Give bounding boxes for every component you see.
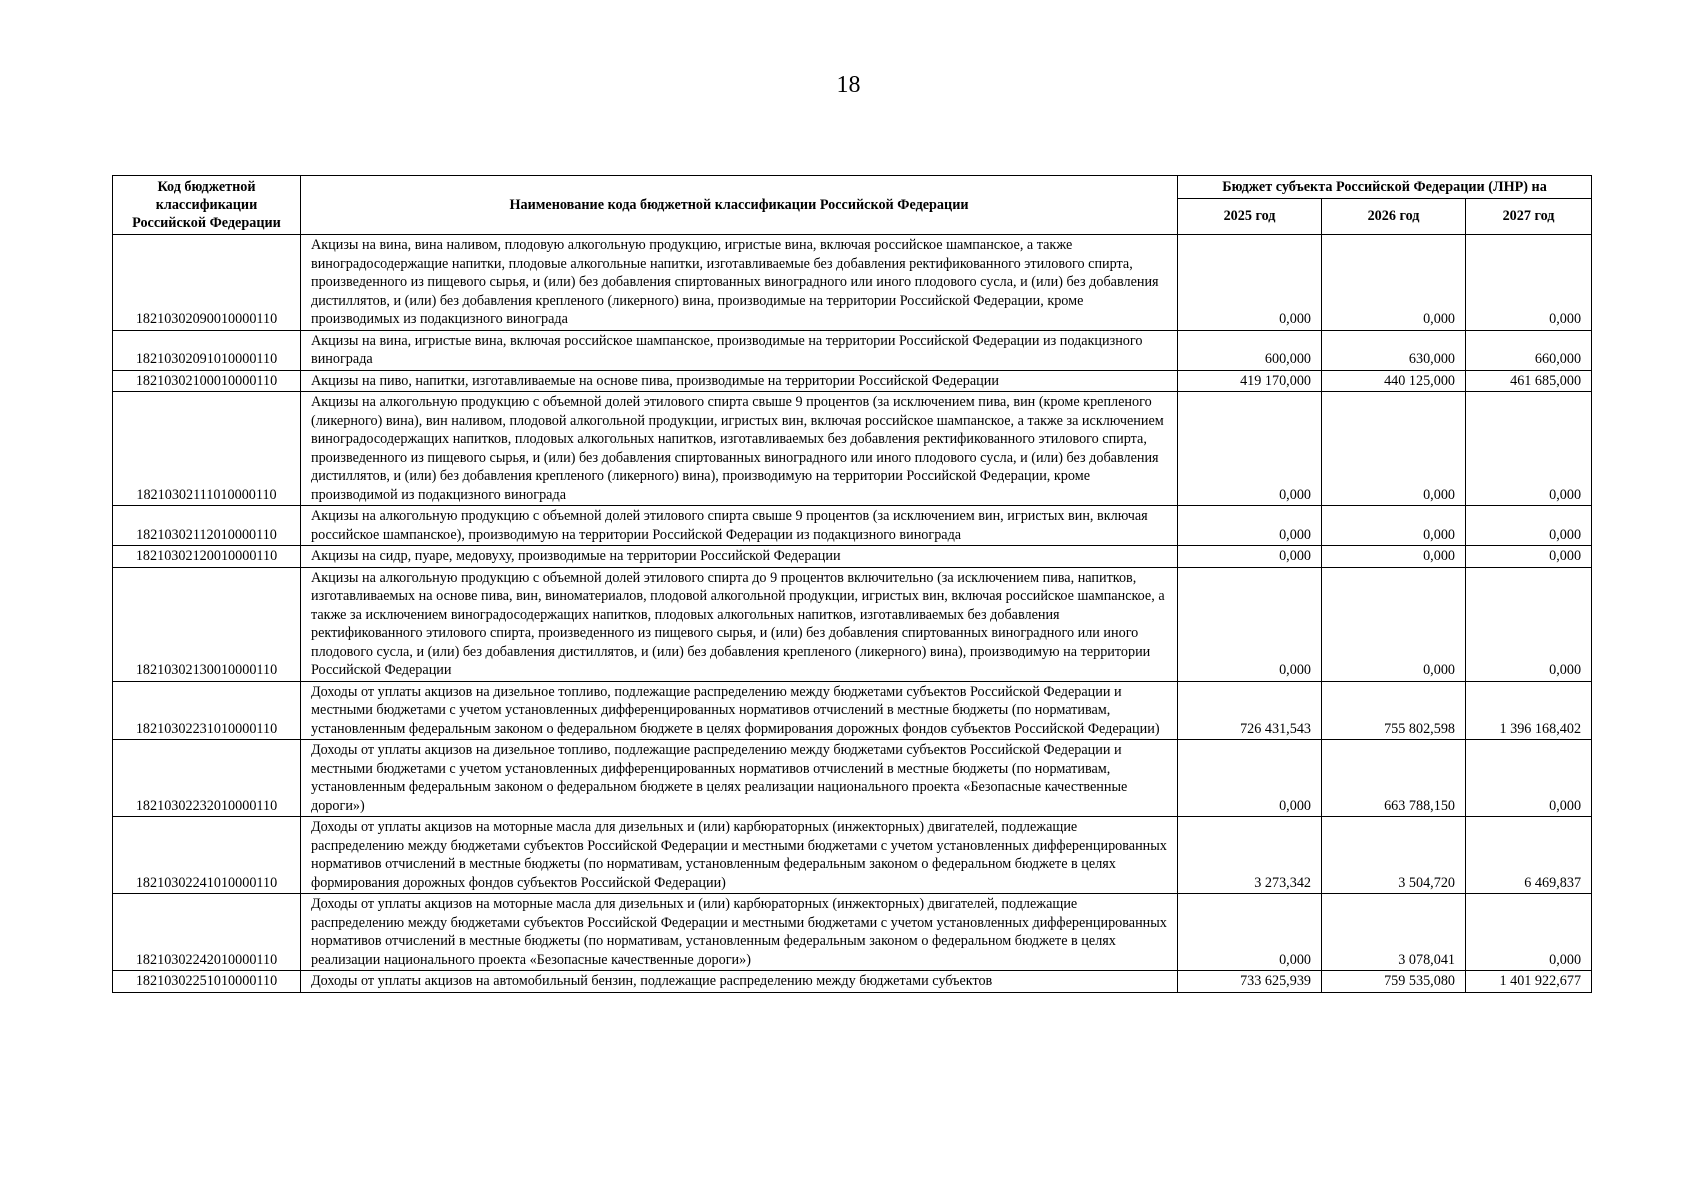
row-value-2027: 0,000 xyxy=(1466,235,1592,331)
row-value-2026: 0,000 xyxy=(1322,567,1466,681)
row-value-2025: 419 170,000 xyxy=(1178,370,1322,392)
row-value-2027: 1 396 168,402 xyxy=(1466,681,1592,740)
row-name: Акцизы на пиво, напитки, изготавливаемые на основе пива, производимые на территории Российской Федерации xyxy=(301,370,1178,392)
row-code: 18210302090010000110 xyxy=(113,235,301,331)
page-number: 18 xyxy=(836,72,861,98)
row-value-2026: 3 078,041 xyxy=(1322,894,1466,971)
row-name: Доходы от уплаты акцизов на моторные масла для дизельных и (или) карбюраторных (инжекторных) двигателей, подлежащие распределению между бюджетами субъектов Российской Федерации и местными бюджетами с учетом установленных дифференцированных нормативов отчислений в местные бюджеты (по нормативам, установленным федеральным законом о федеральном бюджете в целях реализации национального проекта «Безопасные качественные дороги») xyxy=(301,894,1178,971)
row-value-2027: 0,000 xyxy=(1466,567,1592,681)
row-name: Доходы от уплаты акцизов на моторные масла для дизельных и (или) карбюраторных (инжекторных) двигателей, подлежащие распределению между бюджетами субъектов Российской Федерации и местными бюджетами с учетом установленных дифференцированных нормативов отчислений в местные бюджеты (по нормативам, установленным федеральным законом о федеральном бюджете в целях формирования дорожных фондов субъектов Российской Федерации) xyxy=(301,817,1178,894)
budget-table xyxy=(112,175,1592,993)
row-value-2026: 0,000 xyxy=(1322,506,1466,546)
row-name: Акцизы на алкогольную продукцию с объемной долей этилового спирта свыше 9 процентов (за исключением пива, вин (кроме крепленого (ликерного) вина), вин наливом, плодовой алкогольной продукции, игристых вин, включая российское шампанское, а также за исключением виноградосодержащих напитков, плодовых алкогольных напитков, изготавливаемых без добавления ректификованного этилового спирта, произведенного из пищевого сырья, и (или) без добавления спиртованных виноградного или иного плодового сусла, и (или) без добавления дистиллятов, и (или) без добавления крепленого (ликерного) вина), производимую на территории Российской Федерации, кроме производимой из подакцизного винограда xyxy=(301,392,1178,506)
table-row xyxy=(113,567,1592,681)
table-row xyxy=(113,392,1592,506)
row-value-2027: 660,000 xyxy=(1466,330,1592,370)
header-row-top xyxy=(113,176,1592,199)
row-value-2027: 0,000 xyxy=(1466,740,1592,817)
row-code: 18210302100010000110 xyxy=(113,370,301,392)
row-name: Акцизы на алкогольную продукцию с объемной долей этилового спирта свыше 9 процентов (за исключением вин, игристых вин, включая российское шампанское), производимую на территории Российской Федерации из подакцизного винограда xyxy=(301,506,1178,546)
row-name: Доходы от уплаты акцизов на автомобильный бензин, подлежащие распределению между бюджетами субъектов xyxy=(301,971,1178,993)
column-header-2027: 2027 год xyxy=(1466,199,1592,235)
row-value-2026: 759 535,080 xyxy=(1322,971,1466,993)
table-row xyxy=(113,235,1592,331)
row-value-2025: 600,000 xyxy=(1178,330,1322,370)
row-code: 18210302120010000110 xyxy=(113,546,301,568)
row-name: Акцизы на вина, игристые вина, включая российское шампанское, производимые на территории Российской Федерации из подакцизного винограда xyxy=(301,330,1178,370)
table-row xyxy=(113,370,1592,392)
row-value-2027: 461 685,000 xyxy=(1466,370,1592,392)
row-code: 18210302241010000110 xyxy=(113,817,301,894)
row-value-2027: 0,000 xyxy=(1466,546,1592,568)
column-header-2025: 2025 год xyxy=(1178,199,1322,235)
row-value-2025: 3 273,342 xyxy=(1178,817,1322,894)
row-value-2026: 630,000 xyxy=(1322,330,1466,370)
row-value-2027: 6 469,837 xyxy=(1466,817,1592,894)
row-value-2027: 0,000 xyxy=(1466,392,1592,506)
row-value-2026: 663 788,150 xyxy=(1322,740,1466,817)
row-name: Доходы от уплаты акцизов на дизельное топливо, подлежащие распределению между бюджетами субъектов Российской Федерации и местными бюджетами с учетом установленных дифференцированных нормативов отчислений в местные бюджеты (по нормативам, установленным федеральным законом о федеральном бюджете в целях формирования дорожных фондов субъектов Российской Федерации) xyxy=(301,681,1178,740)
column-header-2026: 2026 год xyxy=(1322,199,1466,235)
row-code: 18210302231010000110 xyxy=(113,681,301,740)
row-value-2025: 726 431,543 xyxy=(1178,681,1322,740)
row-value-2025: 0,000 xyxy=(1178,546,1322,568)
row-value-2025: 0,000 xyxy=(1178,894,1322,971)
table-row xyxy=(113,894,1592,971)
row-value-2025: 0,000 xyxy=(1178,740,1322,817)
table-row xyxy=(113,546,1592,568)
row-code: 18210302242010000110 xyxy=(113,894,301,971)
row-code: 18210302091010000110 xyxy=(113,330,301,370)
row-value-2026: 0,000 xyxy=(1322,235,1466,331)
row-value-2025: 0,000 xyxy=(1178,392,1322,506)
row-value-2025: 0,000 xyxy=(1178,235,1322,331)
row-name: Акцизы на алкогольную продукцию с объемной долей этилового спирта до 9 процентов включительно (за исключением пива, напитков, изготавливаемых на основе пива, вин, виноматериалов, плодовой алкогольной продукции, игристых вин, включая российское шампанское, а также за исключением виноградосодержащих напитков, плодовых алкогольных напитков, изготавливаемых без добавления ректификованного этилового спирта, произведенного из пищевого сырья, и (или) без добавления спиртованных виноградного или иного плодового сусла, и (или) без добавления дистиллятов, и (или) без добавления крепленого (ликерного) вина), производимую на территории Российской Федерации xyxy=(301,567,1178,681)
row-value-2027: 1 401 922,677 xyxy=(1466,971,1592,993)
column-header-budget-group: Бюджет субъекта Российской Федерации (ЛНР) на xyxy=(1178,176,1592,199)
table-row xyxy=(113,740,1592,817)
row-value-2026: 755 802,598 xyxy=(1322,681,1466,740)
table-row xyxy=(113,506,1592,546)
table-row xyxy=(113,330,1592,370)
row-code: 18210302112010000110 xyxy=(113,506,301,546)
row-code: 18210302130010000110 xyxy=(113,567,301,681)
table-row xyxy=(113,971,1592,993)
column-header-name: Наименование кода бюджетной классификации Российской Федерации xyxy=(301,176,1178,235)
row-value-2025: 0,000 xyxy=(1178,506,1322,546)
table-row xyxy=(113,817,1592,894)
row-value-2027: 0,000 xyxy=(1466,506,1592,546)
row-value-2026: 3 504,720 xyxy=(1322,817,1466,894)
row-name: Акцизы на вина, вина наливом, плодовую алкогольную продукцию, игристые вина, включая российское шампанское, а также виноградосодержащие напитки, плодовые алкогольные напитки, изготавливаемые без добавления ректификованного этилового спирта, произведенного из пищевого сырья, и (или) без добавления спиртованных виноградного или иного плодового сусла, и (или) без добавления дистиллятов, и (или) без добавления крепленого (ликерного) вина, производимые на территории Российской Федерации, кроме производимых из подакцизного винограда xyxy=(301,235,1178,331)
row-code: 18210302232010000110 xyxy=(113,740,301,817)
row-code: 18210302251010000110 xyxy=(113,971,301,993)
row-value-2025: 733 625,939 xyxy=(1178,971,1322,993)
row-code: 18210302111010000110 xyxy=(113,392,301,506)
table-row xyxy=(113,681,1592,740)
row-value-2026: 440 125,000 xyxy=(1322,370,1466,392)
column-header-code: Код бюджетной классификации Российской Федерации xyxy=(113,176,301,235)
row-name: Доходы от уплаты акцизов на дизельное топливо, подлежащие распределению между бюджетами субъектов Российской Федерации и местными бюджетами с учетом установленных дифференцированных нормативов отчислений в местные бюджеты (по нормативам, установленным федеральным законом о федеральном бюджете в целях реализации национального проекта «Безопасные качественные дороги») xyxy=(301,740,1178,817)
row-value-2027: 0,000 xyxy=(1466,894,1592,971)
row-value-2026: 0,000 xyxy=(1322,392,1466,506)
row-value-2026: 0,000 xyxy=(1322,546,1466,568)
row-value-2025: 0,000 xyxy=(1178,567,1322,681)
row-name: Акцизы на сидр, пуаре, медовуху, производимые на территории Российской Федерации xyxy=(301,546,1178,568)
